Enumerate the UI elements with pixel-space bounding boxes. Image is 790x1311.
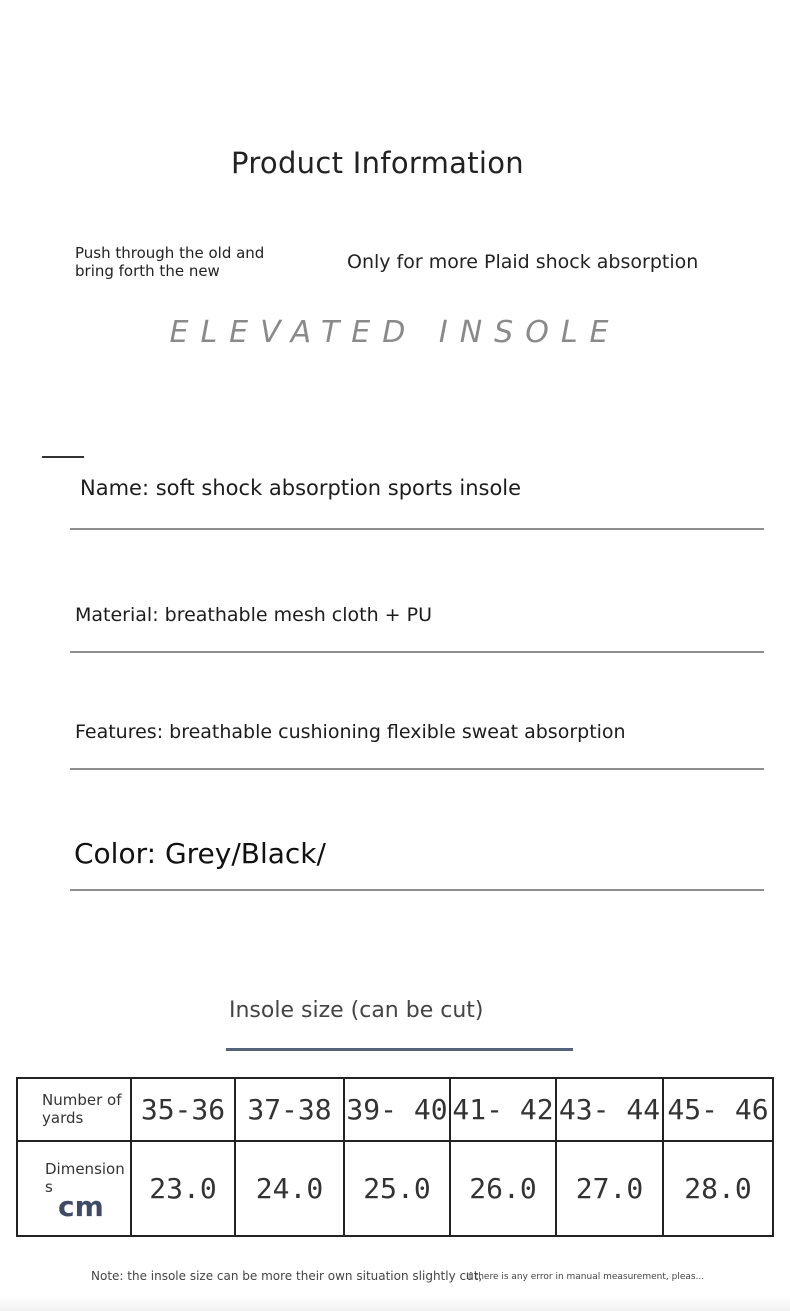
yards-cell: 45- 46	[663, 1078, 773, 1141]
spec-material: Material: breathable mesh cloth + PU	[75, 604, 433, 626]
dimension-cell: 27.0	[556, 1141, 663, 1236]
tagline-right: Only for more Plaid shock absorption	[347, 251, 699, 273]
note-right: If there is any error in manual measurement, pleas...	[466, 1272, 705, 1282]
unit-label: cm	[58, 1190, 104, 1224]
banner-text: ELEVATED INSOLE	[169, 315, 621, 350]
divider	[70, 528, 764, 530]
table-row-yards	[17, 1078, 773, 1141]
size-heading-underline	[226, 1048, 573, 1051]
dimension-cell: 24.0	[235, 1141, 344, 1236]
dimension-cell: 25.0	[344, 1141, 450, 1236]
yards-cell: 43- 44	[556, 1078, 663, 1141]
yards-cell: 35-36	[131, 1078, 235, 1141]
bottom-edge	[0, 1296, 790, 1311]
dimension-cell: 23.0	[131, 1141, 235, 1236]
divider	[70, 768, 764, 770]
spec-name: Name: soft shock absorption sports insole	[80, 476, 522, 500]
dimension-cell: 26.0	[450, 1141, 556, 1236]
size-table	[16, 1077, 774, 1237]
dimensions-label: Dimensions	[45, 1160, 125, 1197]
yards-cell: 39- 40	[344, 1078, 450, 1141]
yards-label: Number of yards	[17, 1078, 131, 1141]
page-title: Product Information	[231, 146, 524, 180]
yards-cell: 41- 42	[450, 1078, 556, 1141]
dimension-cell: 28.0	[663, 1141, 773, 1236]
size-heading: Insole size (can be cut)	[229, 998, 484, 1023]
table-row-dimensions	[17, 1141, 773, 1236]
yards-cell: 37-38	[235, 1078, 344, 1141]
tagline-left: Push through the old and bring forth the new	[75, 244, 265, 280]
spec-color: Color: Grey/Black/	[74, 837, 326, 870]
section-dash	[42, 456, 84, 458]
dimensions-label-cell	[17, 1141, 131, 1236]
divider	[70, 889, 764, 891]
note-left: Note: the insole size can be more their own situation slightly cut,	[91, 1269, 483, 1283]
divider	[70, 651, 764, 653]
spec-features: Features: breathable cushioning flexible sweat absorption	[75, 721, 626, 743]
